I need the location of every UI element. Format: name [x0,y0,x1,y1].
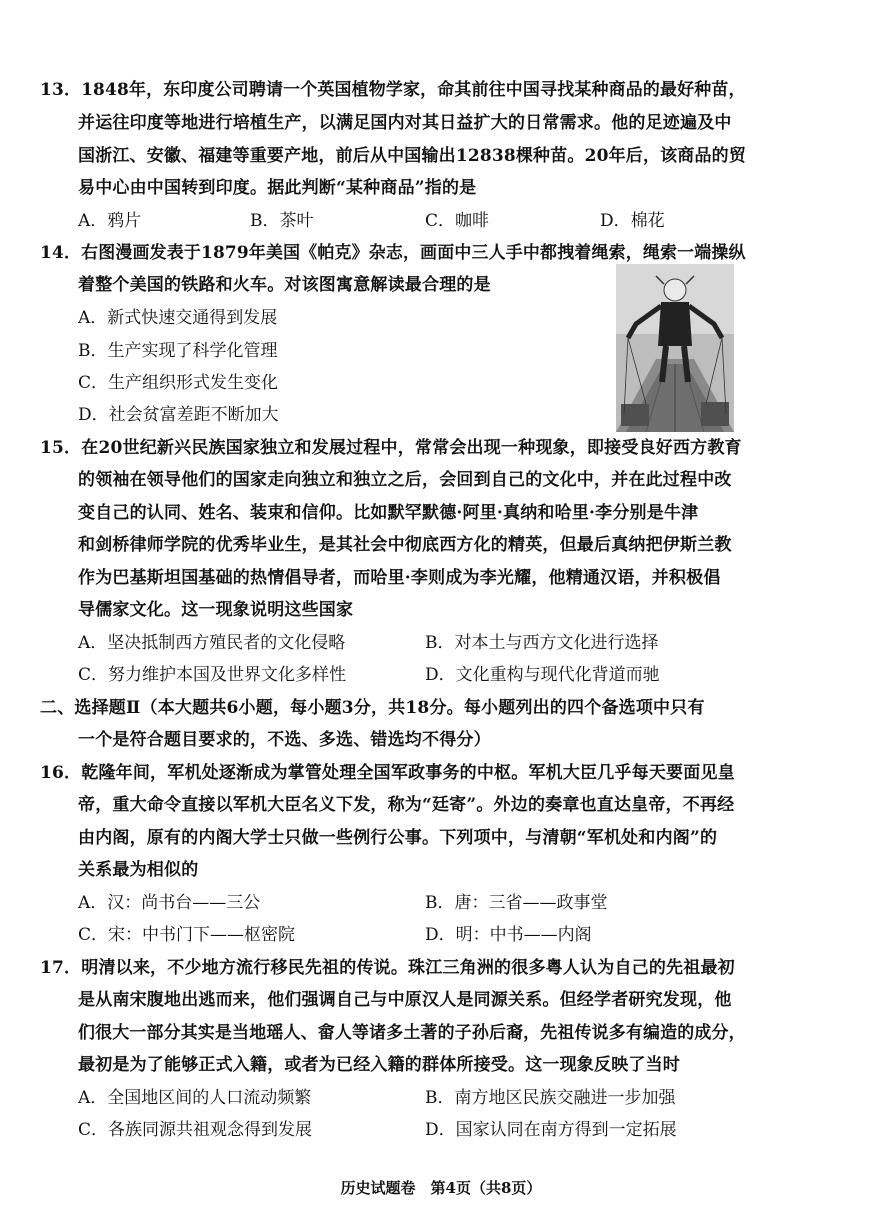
q15-line-2: 的领袖在领导他们的国家走向独立和独立之后，会回到自己的文化中，并在此过程中改 [78,470,732,490]
q14-line-1: 14．右图漫画发表于1879年美国《帕克》杂志，画面中三人手中都拽着绳索，绳索一端操纵 [40,243,746,263]
q17-line-4: 最初是为了能够正式入籍，或者为已经入籍的群体所接受。这一现象反映了当时 [78,1055,680,1075]
q17-option-d: D．国家认同在南方得到一定拓展 [425,1120,677,1140]
q13-line-3: 国浙江、安徽、福建等重要产地，前后从中国输出12838棵种苗。20年后，该商品的贸 [78,146,746,166]
q13-line-1: 13．1848年，东印度公司聘请一个英国植物学家，命其前往中国寻找某种商品的最好种苗， [40,80,746,100]
q13-line-2: 并运往印度等地进行培植生产，以满足国内对其日益扩大的日常需求。他的足迹遍及中 [78,113,732,133]
q15-line-3: 变自己的认同、姓名、装束和信仰。比如默罕默德·阿里·真纳和哈里·李分别是牛津 [78,503,699,523]
q14-option-a: A．新式快速交通得到发展 [78,308,278,328]
q17-option-a: A．全国地区间的人口流动频繁 [78,1088,312,1108]
cartoon-image [616,264,734,432]
q13-option-d: D．棉花 [600,211,665,231]
q16-option-b: B．唐：三省——政事堂 [425,893,608,913]
q15-line-6: 导儒家文化。这一现象说明这些国家 [78,600,354,620]
q13-option-c: C．咖啡 [425,211,490,231]
q14-option-b: B．生产实现了科学化管理 [78,341,278,361]
q16-option-c: C．宋：中书门下——枢密院 [78,925,296,945]
q17-line-3: 们很大一部分其实是当地瑶人、畲人等诸多土著的子孙后裔，先祖传说多有编造的成分， [78,1023,746,1043]
q16-line-1: 16．乾隆年间，军机处逐渐成为掌管处理全国军政事务的中枢。军机大臣几乎每天要面见皇 [40,763,735,783]
q13-line-4: 易中心由中国转到印度。据此判断“某种商品”指的是 [78,178,477,198]
page-footer: 历史试题卷 第4页（共8页） [340,1179,542,1197]
q15-option-c: C．努力维护本国及世界文化多样性 [78,665,347,685]
q14-option-d: D．社会贫富差距不断加大 [78,405,279,425]
q16-line-3: 由内阁，原有的内阁大学士只做一些例行公事。下列项中，与清朝“军机处和内阁”的 [78,828,718,848]
q15-option-d: D．文化重构与现代化背道而驰 [425,665,660,685]
q16-option-a: A．汉：尚书台——三公 [78,893,261,913]
q17-line-2: 是从南宋腹地出逃而来，他们强调自己与中原汉人是同源关系。但经学者研究发现，他 [78,990,732,1010]
q15-line-4: 和剑桥律师学院的优秀毕业生，是其社会中彻底西方化的精英，但最后真纳把伊斯兰教 [78,535,732,555]
q16-option-d: D．明：中书——内阁 [425,925,592,945]
q15-option-a: A．坚决抵制西方殖民者的文化侵略 [78,633,346,653]
q13-option-a: A．鸦片 [78,211,142,231]
q14-option-c: C．生产组织形式发生变化 [78,373,279,393]
q15-line-1: 15．在20世纪新兴民族国家独立和发展过程中，常常会出现一种现象，即接受良好西方教育 [40,438,742,458]
q17-option-c: C．各族同源共祖观念得到发展 [78,1120,313,1140]
q15-option-b: B．对本土与西方文化进行选择 [425,633,659,653]
section-2-heading-line-2: 一个是符合题目要求的，不选、多选、错选均不得分） [78,730,491,750]
q13-option-b: B．茶叶 [250,211,314,231]
q17-option-b: B．南方地区民族交融进一步加强 [425,1088,676,1108]
q14-line-2: 着整个美国的铁路和火车。对该图寓意解读最合理的是 [78,275,491,295]
q16-line-4: 关系最为相似的 [78,860,199,880]
cartoon-drawing [616,264,734,432]
q17-line-1: 17．明清以来，不少地方流行移民先祖的传说。珠江三角洲的很多粤人认为自己的先祖最初 [40,958,735,978]
section-2-heading-line-1: 二、选择题Ⅱ（本大题共6小题，每小题3分，共18分。每小题列出的四个备选项中只有 [40,698,705,718]
q16-line-2: 帝，重大命令直接以军机大臣名义下发，称为“廷寄”。外边的奏章也直达皇帝，不再经 [78,795,735,815]
q15-line-5: 作为巴基斯坦国基础的热情倡导者，而哈里·李则成为李光耀，他精通汉语，并积极倡 [78,568,721,588]
